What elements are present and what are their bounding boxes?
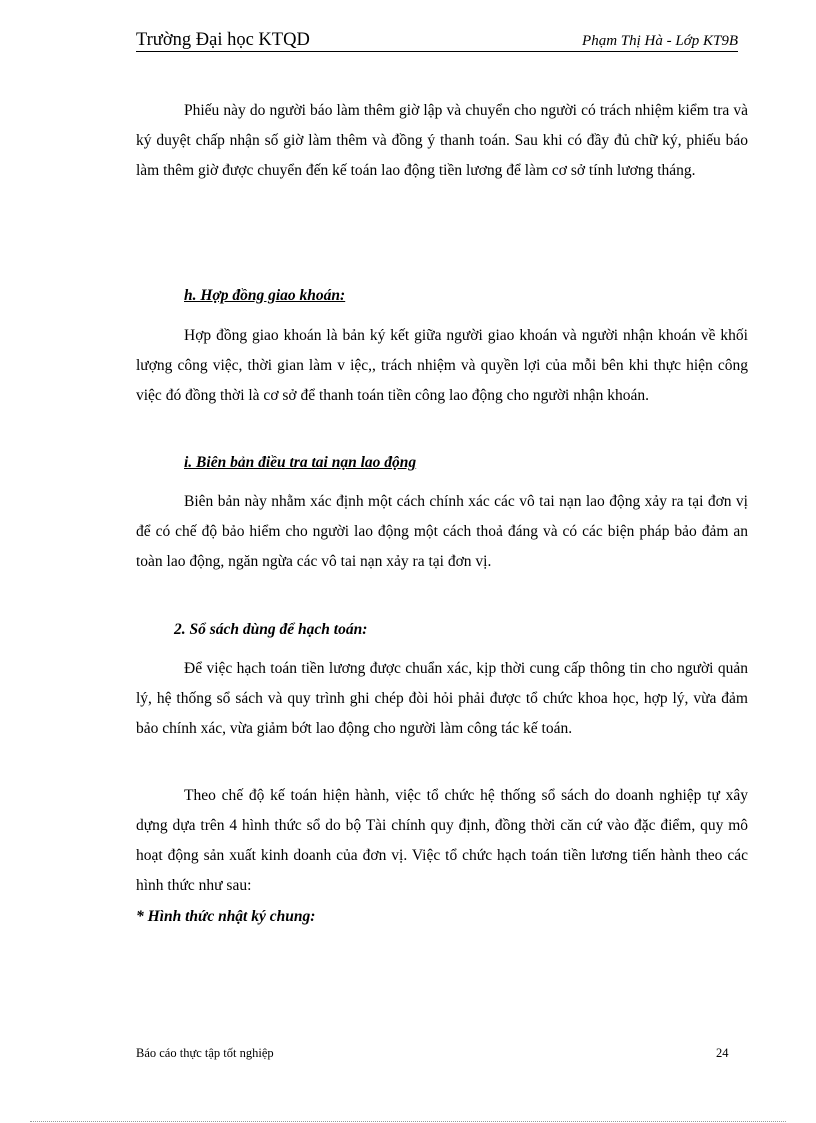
heading-contract: h. Hợp đồng giao khoán: — [184, 287, 346, 304]
header-school: Trường Đại học KTQD — [136, 30, 310, 50]
paragraph-overtime-form: Phiếu này do người báo làm thêm giờ lập và chuyển cho người có trách nhiệm kiểm tra và ký duyệt chấp nhận số giờ làm thêm và đồng ý thanh toán. Sau khi có đầy đủ chữ ký, phiếu báo làm thêm giờ được chuyển đến kế toán lao động tiền lương để làm cơ sở tính lương tháng. — [136, 102, 748, 179]
paragraph-ledgers-1: Để việc hạch toán tiền lương được chuẩn xác, kịp thời cung cấp thông tin cho người quản lý, hệ thống sổ sách và quy trình ghi chép đòi hỏi phải được tổ chức khoa học, hợp lý, vừa đảm bảo chính xác, vừa giảm bớt lao động cho người làm công tác kế toán. — [136, 660, 748, 737]
heading-general-journal: * Hình thức nhật ký chung: — [136, 908, 316, 925]
footer-report-title: Báo cáo thực tập tốt nghiệp — [136, 1046, 274, 1060]
heading-ledgers: 2. Sổ sách dùng để hạch toán: — [174, 621, 368, 638]
paragraph-accident-report: Biên bản này nhằm xác định một cách chính xác các vô tai nạn lao động xảy ra tại đơn vị để có chế độ bảo hiểm cho người lao động một cách thoả đáng và có các biện pháp bảo đảm an toàn lao động, ngăn ngừa các vô tai nạn xảy ra tại đơn vị. — [136, 493, 748, 570]
paragraph-ledgers-2: Theo chế độ kế toán hiện hành, việc tổ chức hệ thống sổ sách do doanh nghiệp tự xây dựng dựa trên 4 hình thức sổ do bộ Tài chính quy định, đồng thời căn cứ vào đặc điểm, quy mô hoạt động sản xuất kinh doanh của đơn vị. Việc tổ chức hạch toán tiền lương tiến hành theo các hình thức như sau: — [136, 787, 748, 894]
page-bottom-rule — [30, 1121, 786, 1122]
heading-accident-report: i. Biên bản điều tra tai nạn lao động — [184, 454, 417, 471]
header-divider — [136, 51, 738, 52]
header-author: Phạm Thị Hà - Lớp KT9B — [582, 33, 738, 49]
paragraph-contract: Hợp đồng giao khoán là bản ký kết giữa người giao khoán và người nhận khoán về khối lượng công việc, thời gian làm v iệc,, trách nhiệm và quyền lợi của mỗi bên khi thực hiện công việc đó đồng thời là cơ sở để thanh toán tiền công lao động cho người nhận khoán. — [136, 327, 748, 404]
footer-page-number: 24 — [716, 1046, 729, 1060]
